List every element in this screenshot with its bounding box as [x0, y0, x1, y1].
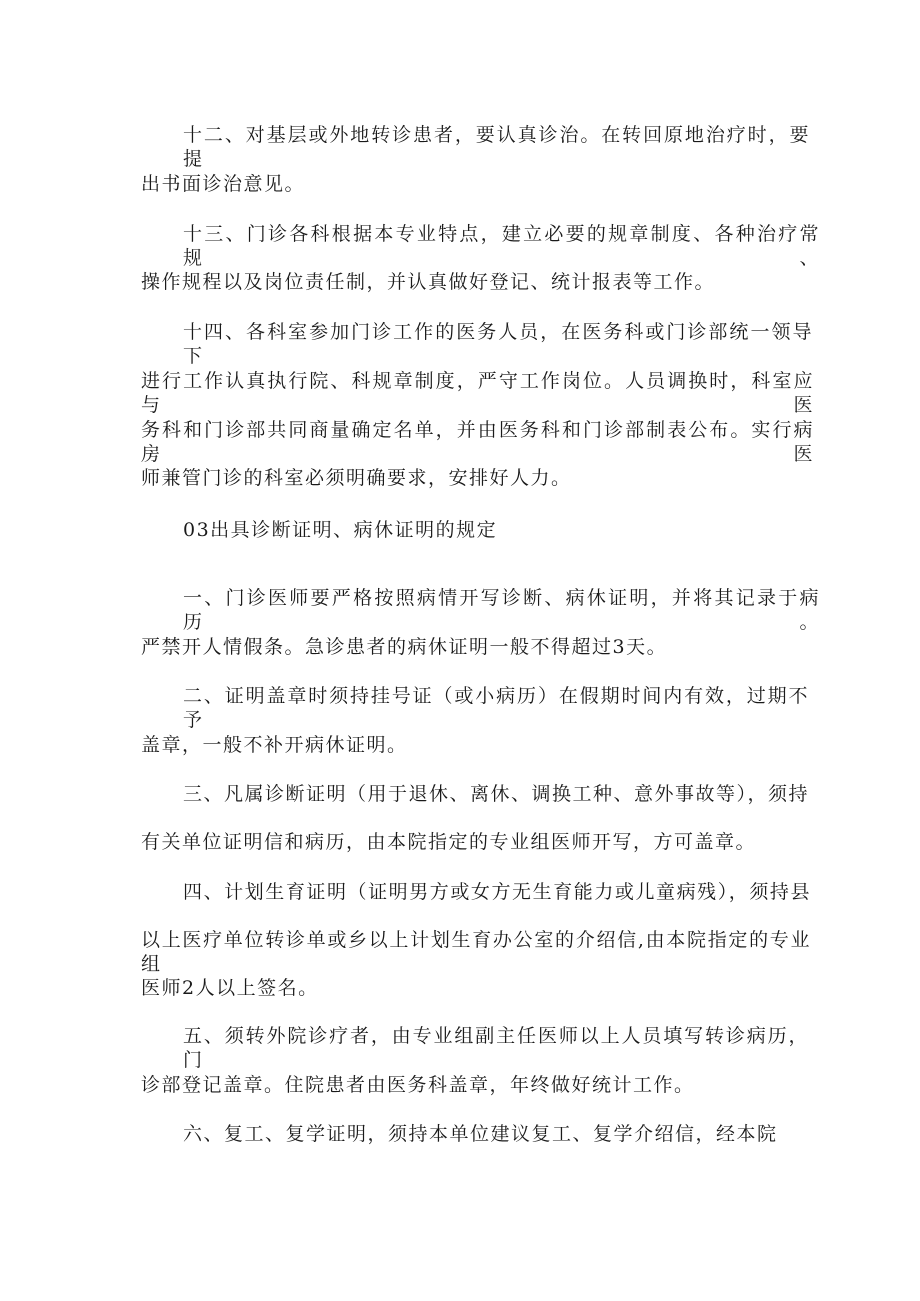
paragraph-13-line-1: 十三、门诊各科根据本专业特点，建立必要的规章制度、各种治疗常规、	[183, 223, 820, 269]
rule-3-line-2: 有关单位证明信和病历，由本院指定的专业组医师开写，方可盖章。	[141, 831, 757, 853]
rule-5-line-2: 诊部登记盖章。住院患者由医务科盖章，年终做好统计工作。	[141, 1074, 695, 1096]
paragraph-14-line-4: 师兼管门诊的科室必须明确要求，安排好人力。	[141, 467, 572, 489]
section-heading: 03出具诊断证明、病休证明的规定	[183, 519, 498, 541]
rule-6-line-1: 六、复工、复学证明，须持本单位建议复工、复学介绍信，经本院	[183, 1123, 778, 1145]
rule-2-line-1: 二、证明盖章时须持挂号证（或小病历）在假期时间内有效，过期不予	[183, 685, 809, 731]
paragraph-14-line-3: 务科和门诊部共同商量确定名单，并由医务科和门诊部制表公布。实行病房医	[141, 419, 814, 465]
rule-4-line-2: 以上医疗单位转诊单或乡以上计划生育办公室的介绍信,由本院指定的专业组	[141, 929, 811, 975]
rule-4-line-1: 四、计划生育证明（证明男方或女方无生育能力或儿童病残），须持县	[183, 881, 811, 903]
paragraph-14-line-2: 进行工作认真执行院、科规章制度，严守工作岗位。人员调换时，科室应与医	[141, 370, 814, 416]
paragraph-12-line-2: 出书面诊治意见。	[141, 173, 306, 195]
rule-4-line-3: 医师2人以上签名。	[141, 977, 319, 999]
rule-5-line-1: 五、须转外院诊疗者，由专业组副主任医师以上人员填写转诊病历，门	[183, 1025, 809, 1071]
rule-1-line-1: 一、门诊医师要严格按照病情开写诊断、病休证明，并将其记录于病历。	[183, 587, 820, 633]
rule-3-line-1: 三、凡属诊断证明（用于退休、离休、调换工种、意外事故等），须持	[183, 783, 810, 805]
rule-2-line-2: 盖章，一般不补开病休证明。	[141, 734, 408, 756]
paragraph-12-line-1: 十二、对基层或外地转诊患者，要认真诊治。在转回原地治疗时，要提	[183, 124, 810, 170]
rule-1-line-2: 严禁开人情假条。急诊患者的病休证明一般不得超过3天。	[141, 636, 668, 658]
paragraph-14-line-1: 十四、各科室参加门诊工作的医务人员，在医务科或门诊部统一领导下	[183, 321, 813, 367]
paragraph-13-line-2: 操作规程以及岗位责任制，并认真做好登记、统计报表等工作。	[141, 271, 716, 293]
